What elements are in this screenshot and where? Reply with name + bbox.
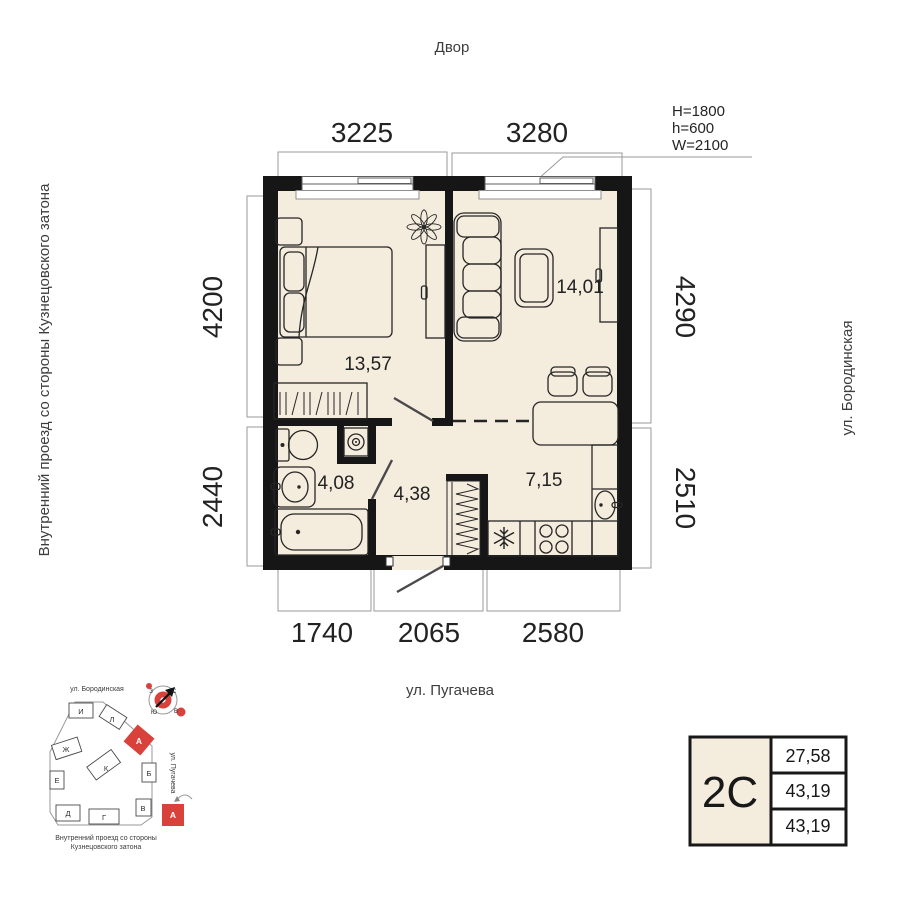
- dim-top-1: 3225: [330, 117, 394, 148]
- compass-icon: [146, 683, 186, 717]
- dim-bottom-3: 2580: [521, 617, 585, 648]
- siteplan-street-right: ул. Пугачева: [169, 752, 176, 794]
- siteplan-street-top: ул. Бородинская: [70, 686, 124, 693]
- kitchen-area-label: 7,15: [525, 470, 563, 491]
- window-living: [479, 177, 601, 200]
- dim-right-1: 4290: [670, 275, 701, 339]
- siteplan-street-bottom-1: Внутренний проезд со стороны: [55, 835, 157, 842]
- area-value-1: 27,58: [785, 746, 831, 766]
- legend-building-label: А: [169, 810, 177, 820]
- living-area-label: 14,01: [556, 277, 604, 298]
- dim-top-2: 3280: [505, 117, 569, 148]
- dim-left-2: 2440: [197, 465, 228, 529]
- entrance-jamb-left: [386, 557, 393, 566]
- building-v: В: [140, 804, 146, 813]
- window-spec-w: W=2100: [672, 137, 729, 154]
- site-plan: [50, 683, 192, 851]
- bedroom-area-label: 13,57: [344, 354, 392, 375]
- bathroom-area-label: 4,08: [317, 473, 355, 494]
- building-zh: Ж: [62, 745, 70, 754]
- window-spec-h: H=1800: [672, 103, 725, 120]
- dim-bottom-2: 2065: [397, 617, 461, 648]
- street-right-label: ул. Бородинская: [839, 320, 856, 436]
- building-l: Л: [109, 715, 115, 724]
- dim-left-1: 4200: [197, 275, 228, 339]
- apartment-plan: [263, 176, 632, 592]
- hall-area-label: 4,38: [393, 484, 431, 505]
- compass-s: Ю: [150, 710, 158, 716]
- compass-w: З: [149, 689, 153, 695]
- building-g: Г: [101, 813, 107, 822]
- courtyard-label: Двор: [434, 39, 470, 56]
- building-k: К: [103, 764, 109, 773]
- building-a: А: [135, 736, 143, 746]
- dim-bottom-1: 1740: [290, 617, 354, 648]
- building-e: Е: [54, 776, 60, 785]
- compass-e: В: [173, 709, 179, 715]
- street-left-label: Внутренний проезд со стороны Кузнецовского затона: [36, 183, 53, 557]
- building-b: Б: [146, 769, 152, 778]
- compass-n: С: [171, 689, 177, 695]
- site-legend: [162, 795, 192, 826]
- area-value-2: 43,19: [785, 781, 831, 801]
- dim-right-2: 2510: [670, 466, 701, 530]
- street-bottom-label: ул. Пугачева: [406, 682, 494, 699]
- building-i: И: [78, 707, 84, 716]
- window-spec-hh: h=600: [672, 120, 715, 137]
- apartment-type: 2С: [701, 768, 759, 817]
- entrance-opening: [392, 556, 444, 570]
- window-bedroom: [296, 177, 419, 200]
- kitchen-table: [533, 402, 618, 445]
- area-value-3: 43,19: [785, 816, 831, 836]
- window-spec-annotation: [537, 103, 752, 180]
- apartment-info-table: [690, 737, 846, 845]
- building-d: Д: [65, 809, 71, 818]
- entrance-jamb-right: [443, 557, 450, 566]
- siteplan-street-bottom-2: Кузнецовского затона: [70, 844, 142, 851]
